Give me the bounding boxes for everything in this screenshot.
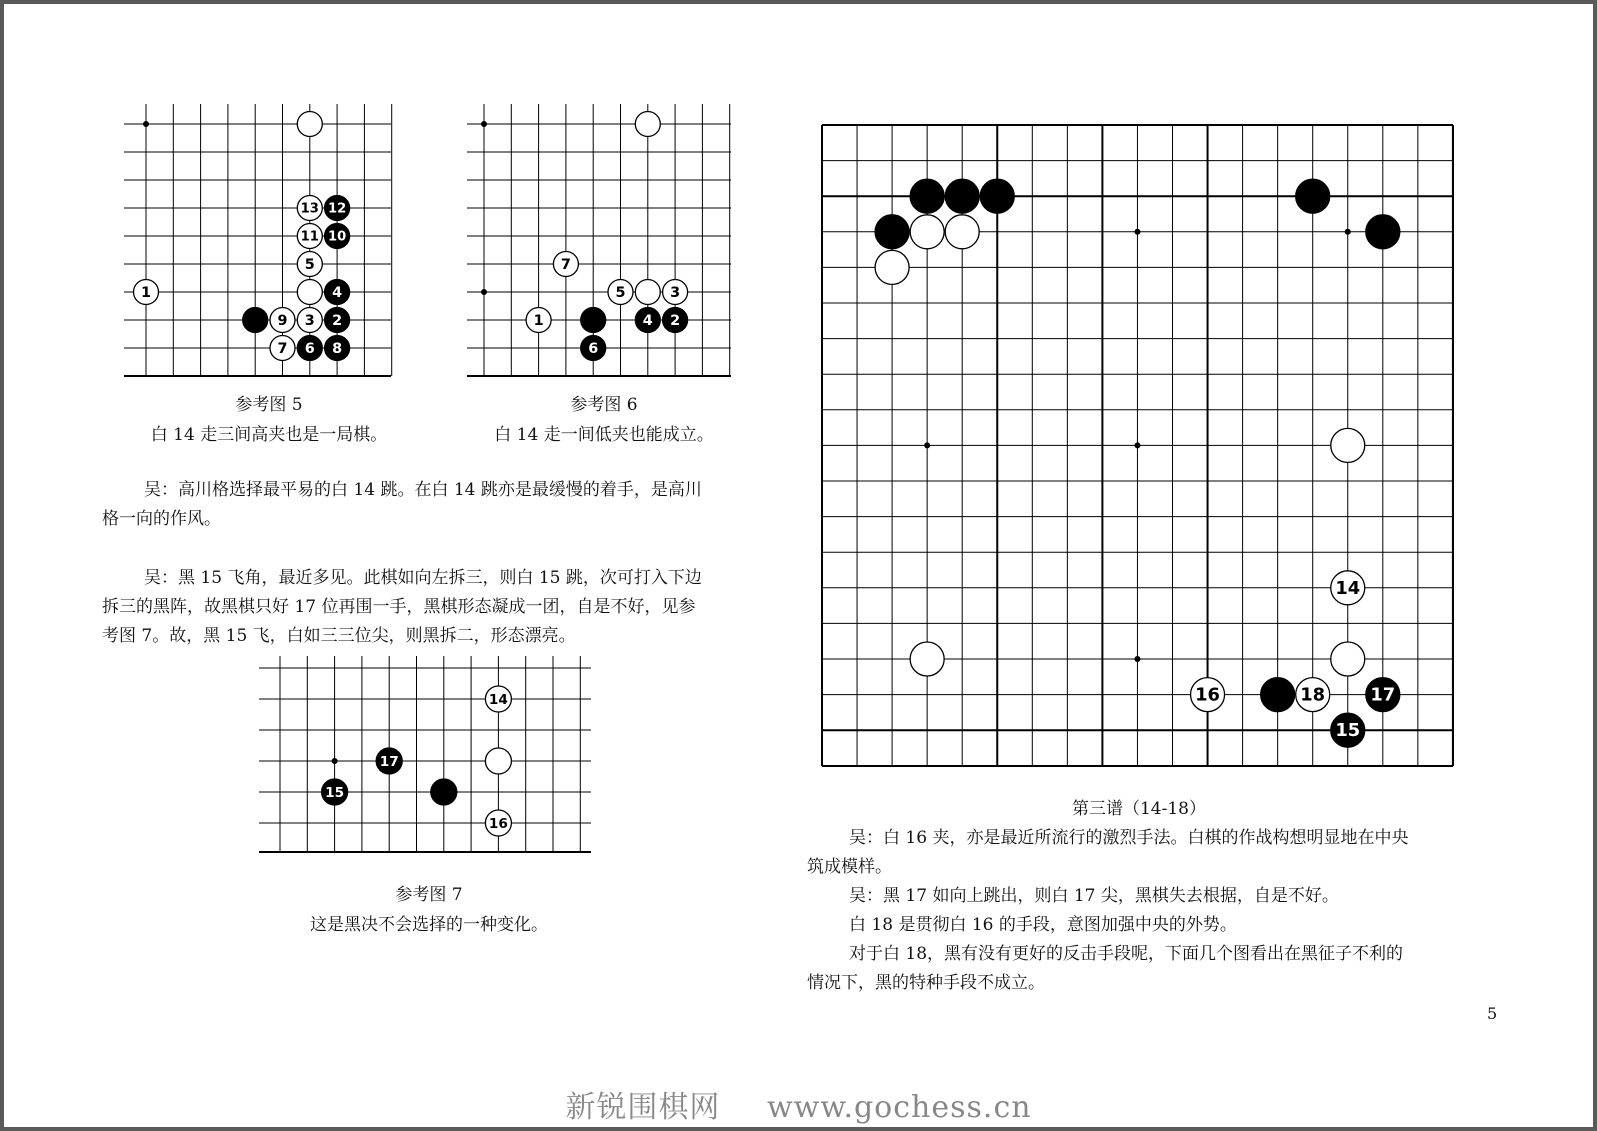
move-number-label: 1: [141, 285, 151, 301]
move-number-label: 11: [300, 229, 319, 245]
star-point: [332, 758, 338, 764]
move-number-label: 3: [670, 285, 681, 301]
reference-diagram-7: [259, 656, 591, 852]
white-stone: [945, 215, 979, 249]
black-stone: [875, 215, 909, 249]
move-number-label: 7: [277, 341, 288, 357]
para2-line1: 吴：黑 15 飞角，最近多见。此棋如向左拆三，则白 15 跳，次可打入下边: [144, 568, 702, 588]
para2-line2: 拆三的黑阵，故黑棋只好 17 位再围一手，黑棋形态凝成一团，自是不好，见参: [102, 597, 696, 617]
white-stone: [1331, 642, 1365, 676]
white-stone: [1331, 428, 1365, 462]
black-stone: [1296, 179, 1330, 213]
ref5-caption: [124, 390, 414, 450]
white-stone: [1296, 678, 1330, 712]
ref7-caption-text: 这是黑决不会选择的一种变化。: [310, 915, 548, 935]
white-stone: [485, 686, 511, 712]
black-stone: [431, 779, 457, 805]
black-stone: [1366, 215, 1400, 249]
black-stone: [376, 748, 402, 774]
white-stone: [526, 308, 551, 333]
black-stone: [581, 308, 606, 333]
white-stone: [485, 810, 511, 836]
right-para4-line1: 对于白 18，黑有没有更好的反击手段呢，下面几个图看出在黑征子不利的: [849, 944, 1404, 964]
para2-line3: 考图 7。故，黑 15 飞，白如三三位尖，则黑拆二，形态漂亮。: [102, 626, 576, 646]
right-para1-line2: 筑成模样。: [807, 857, 892, 877]
move-number-label: 10: [327, 229, 347, 245]
para1-line1: 吴：高川格选择最平易的白 14 跳。在白 14 跳亦是最缓慢的着手，是高川: [144, 480, 702, 500]
black-stone: [325, 280, 350, 305]
white-stone: [297, 112, 322, 137]
move-number-label: 6: [304, 341, 315, 357]
ref6-caption: [464, 390, 744, 450]
white-stone: [297, 196, 322, 221]
black-stone: [581, 336, 606, 361]
white-stone: [485, 748, 511, 774]
footer-site-url: www.gochess.cn: [766, 1090, 1032, 1125]
white-stone: [1191, 678, 1225, 712]
white-stone: [297, 280, 322, 305]
black-stone: [325, 196, 350, 221]
star-point: [1134, 442, 1140, 448]
ref5-caption-title: 参考图 5: [235, 395, 303, 415]
black-stone: [243, 308, 268, 333]
right-para2: 吴：黑 17 如向上跳出，则白 17 尖，黑棋失去根据，自是不好。: [849, 886, 1339, 906]
white-stone: [663, 280, 688, 305]
main-caption-title: 第三谱（14-18）: [1071, 799, 1206, 819]
white-stone: [875, 250, 909, 284]
move-number-label: 4: [332, 285, 343, 301]
white-stone: [608, 280, 633, 305]
black-stone: [325, 224, 350, 249]
black-stone: [635, 308, 660, 333]
star-point: [1134, 656, 1140, 662]
right-para4-line2: 情况下，黑的特种手段不成立。: [807, 973, 1045, 993]
star-point: [1345, 229, 1351, 235]
black-stone: [910, 179, 944, 213]
reference-diagram-6: [467, 104, 731, 376]
move-number-label: 9: [277, 313, 288, 329]
white-stone: [297, 252, 322, 277]
star-point: [924, 442, 930, 448]
footer-watermark: [4, 1082, 1593, 1126]
black-stone: [1261, 678, 1295, 712]
star-point: [481, 121, 487, 127]
ref7-caption-title: 参考图 7: [395, 885, 463, 905]
para1-line2: 格一向的作风。: [102, 509, 221, 529]
move-number-label: 6: [588, 341, 599, 357]
black-stone: [325, 308, 350, 333]
move-number-label: 16: [1195, 684, 1220, 706]
move-number-label: 2: [670, 313, 681, 329]
black-stone: [325, 336, 350, 361]
black-stone: [945, 179, 979, 213]
right-para1-line1: 吴：白 16 夹，亦是最近所流行的激烈手法。白棋的作战构想明显地在中央: [849, 828, 1409, 848]
black-stone: [1366, 678, 1400, 712]
footer-site-name: 新锐围棋网: [565, 1090, 721, 1125]
white-stone: [635, 112, 660, 137]
page-number: 5: [1487, 1004, 1498, 1023]
white-stone: [1331, 571, 1365, 605]
white-stone: [297, 224, 322, 249]
move-number-label: 2: [332, 313, 343, 329]
move-number-label: 15: [1335, 720, 1361, 742]
move-number-label: 7: [560, 257, 571, 273]
star-point: [143, 121, 149, 127]
move-number-label: 4: [642, 313, 653, 329]
reference-diagram-5: [124, 104, 392, 376]
move-number-label: 13: [300, 201, 319, 217]
white-stone: [270, 308, 295, 333]
white-stone: [270, 336, 295, 361]
move-number-label: 17: [1370, 684, 1396, 706]
book-page: [4, 4, 1593, 1127]
move-number-label: 14: [488, 692, 508, 708]
move-number-label: 8: [332, 341, 343, 357]
move-number-label: 1: [533, 313, 544, 329]
white-stone: [553, 252, 578, 277]
star-point: [481, 289, 487, 295]
move-number-label: 3: [304, 313, 315, 329]
move-number-label: 18: [1300, 684, 1326, 706]
move-number-label: 14: [1335, 577, 1361, 599]
ref7-caption: [274, 880, 584, 940]
white-stone: [910, 215, 944, 249]
move-number-label: 17: [379, 754, 399, 770]
move-number-label: 15: [325, 785, 345, 801]
black-stone: [1331, 713, 1365, 747]
black-stone: [322, 779, 348, 805]
white-stone: [635, 280, 660, 305]
ref5-caption-text: 白 14 走三间高夹也是一局棋。: [150, 425, 388, 445]
move-number-label: 5: [304, 257, 315, 273]
move-number-label: 12: [327, 201, 347, 217]
move-number-label: 5: [615, 285, 626, 301]
black-stone: [663, 308, 688, 333]
move-number-label: 16: [488, 816, 508, 832]
black-stone: [980, 179, 1014, 213]
white-stone: [910, 642, 944, 676]
right-para3: 白 18 是贯彻白 16 的手段，意图加强中央的外势。: [849, 915, 1237, 935]
ref6-caption-text: 白 14 走一间低夹也能成立。: [494, 425, 714, 445]
star-point: [1134, 229, 1140, 235]
white-stone: [297, 308, 322, 333]
ref6-caption-title: 参考图 6: [570, 395, 638, 415]
black-stone: [297, 336, 322, 361]
white-stone: [134, 280, 159, 305]
main-game-record-diagram: [822, 125, 1453, 766]
